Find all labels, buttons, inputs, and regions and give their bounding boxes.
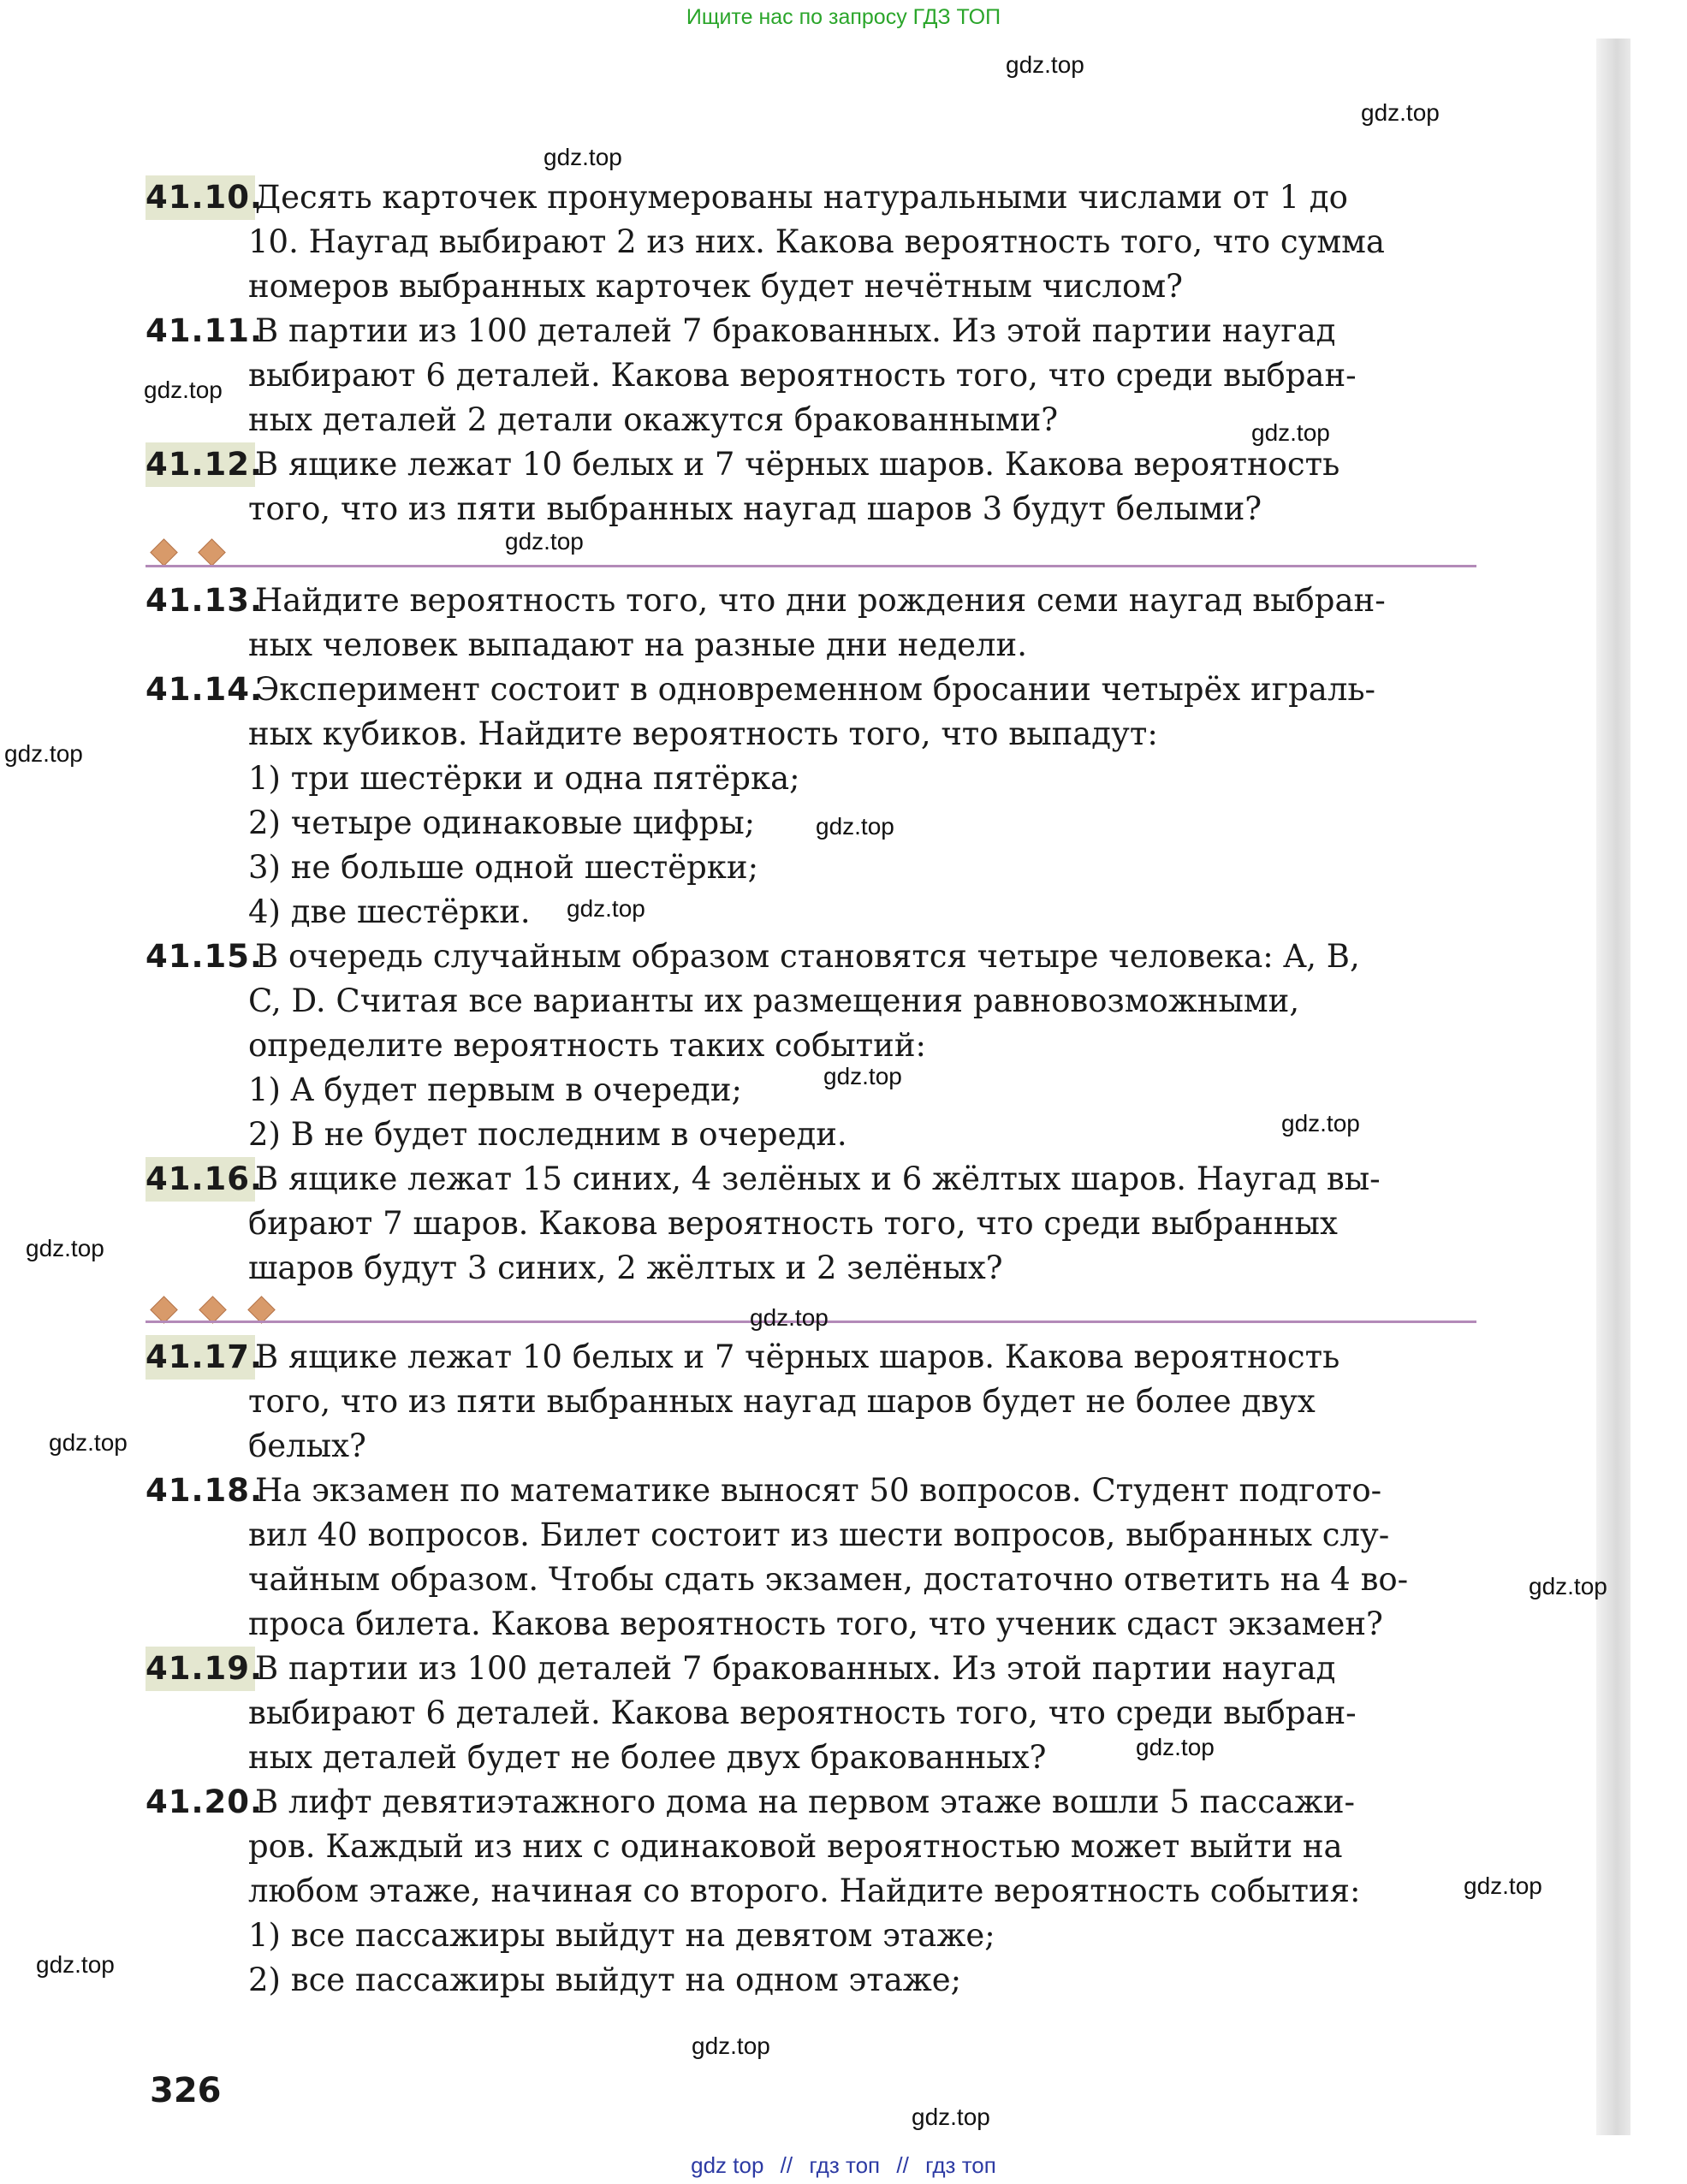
watermark: gdz.top — [505, 528, 584, 555]
footer-link[interactable]: гдз топ — [809, 2152, 881, 2178]
problem-text: определите вероятность таких событий: — [248, 1027, 926, 1064]
problem-text: ных человек выпадают на разные дни недели. — [248, 626, 1027, 663]
footer-separator: // — [896, 2152, 909, 2178]
watermark: gdz.top — [567, 895, 645, 922]
footer-separator: // — [780, 2152, 793, 2178]
problem-text: ных деталей 2 детали окажутся бракованными? — [248, 401, 1059, 438]
problem-text: Десять карточек пронумерованы натуральными числами от 1 до — [255, 179, 1348, 216]
watermark: gdz.top — [816, 813, 894, 840]
problem-text: белых? — [248, 1427, 366, 1464]
problem-text: В лифт девятиэтажного дома на первом этаже вошли 5 пассажи- — [255, 1783, 1356, 1820]
problem-text: выбирают 6 деталей. Какова вероятность того, что среди выбран- — [248, 357, 1357, 394]
watermark: gdz.top — [1529, 1573, 1607, 1599]
problem-text: любом этаже, начиная со второго. Найдите вероятность события: — [248, 1872, 1361, 1909]
top-banner[interactable]: Ищите нас по запросу ГДЗ ТОП — [686, 5, 1001, 29]
problem-text: В ящике лежат 10 белых и 7 чёрных шаров. Какова вероятность — [255, 446, 1340, 483]
footer-link[interactable]: гдз топ — [925, 2152, 996, 2178]
watermark: gdz.top — [1006, 51, 1084, 78]
problem-41-19 — [146, 1647, 1481, 1780]
problem-text: 2) четыре одинаковые цифры; — [248, 804, 756, 841]
problem-41-20 — [146, 1780, 1481, 2003]
watermark: gdz.top — [49, 1429, 128, 1456]
problem-41-15 — [146, 935, 1481, 1157]
watermark: gdz.top — [1361, 99, 1440, 126]
problem-text: В партии из 100 деталей 7 бракованных. Из этой партии наугад — [255, 1650, 1336, 1687]
problem-text: 2) B не будет последним в очереди. — [248, 1116, 847, 1153]
problem-text: вил 40 вопросов. Билет состоит из шести вопросов, выбранных слу- — [248, 1516, 1390, 1553]
watermark: gdz.top — [692, 2033, 770, 2059]
page-shadow — [1596, 39, 1631, 2135]
problem-text: В ящике лежат 15 синих, 4 зелёных и 6 жёлтых шаров. Наугад вы- — [255, 1160, 1381, 1197]
watermark: gdz.top — [144, 377, 223, 403]
watermark: gdz.top — [1464, 1872, 1542, 1899]
problem-text: бирают 7 шаров. Какова вероятность того, что среди выбранных — [248, 1205, 1338, 1242]
problem-text: номеров выбранных карточек будет нечётным числом? — [248, 268, 1183, 305]
watermark: gdz.top — [750, 1304, 829, 1331]
problem-text: На экзамен по математике выносят 50 вопросов. Студент подгото- — [255, 1472, 1382, 1509]
watermark: gdz.top — [26, 1235, 104, 1261]
watermark: gdz.top — [4, 740, 83, 767]
problem-text: 10. Наугад выбирают 2 из них. Какова вероятность того, что сумма — [248, 223, 1385, 260]
problem-text: В очередь случайным образом становятся четыре человека: A, B, — [255, 938, 1360, 975]
problem-text: В партии из 100 деталей 7 бракованных. Из этой партии наугад — [255, 312, 1336, 349]
problem-41-13 — [146, 579, 1481, 668]
problem-text: проса билета. Какова вероятность того, что ученик сдаст экзамен? — [248, 1605, 1383, 1642]
problem-41-10 — [146, 175, 1481, 309]
watermark: gdz.top — [36, 1951, 115, 1978]
problem-number: 41.19. — [146, 1647, 255, 1691]
problem-41-16 — [146, 1157, 1481, 1291]
problem-text: чайным образом. Чтобы сдать экзамен, достаточно ответить на 4 во- — [248, 1561, 1409, 1598]
problem-number: 41.20. — [146, 1783, 264, 1820]
problem-text: C, D. Считая все варианты их размещения равновозможными, — [248, 982, 1300, 1019]
problem-number: 41.11. — [146, 312, 264, 349]
problem-number: 41.16. — [146, 1157, 255, 1202]
problem-number: 41.12. — [146, 442, 255, 487]
section-divider — [146, 565, 1476, 567]
problem-text: 1) три шестёрки и одна пятёрка; — [248, 760, 800, 797]
problem-41-17 — [146, 1335, 1481, 1469]
problem-number: 41.10. — [146, 175, 255, 220]
problem-text: того, что из пяти выбранных наугад шаров 3 будут белыми? — [248, 490, 1262, 527]
problem-text: 3) не больше одной шестёрки; — [248, 849, 759, 886]
footer-link[interactable]: gdz top — [691, 2152, 764, 2178]
problem-text: 4) две шестёрки. — [248, 893, 531, 930]
problem-text: 2) все пассажиры выйдут на одном этаже; — [248, 1961, 962, 1998]
watermark: gdz.top — [823, 1063, 902, 1089]
watermark: gdz.top — [544, 144, 622, 170]
watermark: gdz.top — [912, 2104, 990, 2130]
problem-text: В ящике лежат 10 белых и 7 чёрных шаров. Какова вероятность — [255, 1338, 1340, 1375]
problem-41-14 — [146, 668, 1481, 935]
problem-text: Эксперимент состоит в одновременном бросании четырёх играль- — [255, 671, 1375, 708]
problem-number: 41.17. — [146, 1335, 255, 1380]
problem-41-12 — [146, 442, 1481, 531]
page-number: 326 — [150, 2071, 222, 2110]
problem-text: ных кубиков. Найдите вероятность того, что выпадут: — [248, 715, 1158, 752]
footer-links — [0, 2146, 1687, 2184]
watermark: gdz.top — [1281, 1110, 1360, 1137]
problem-number: 41.15. — [146, 938, 264, 975]
problem-number: 41.14. — [146, 671, 264, 708]
problem-text: выбирают 6 деталей. Какова вероятность того, что среди выбран- — [248, 1694, 1357, 1731]
problem-41-18 — [146, 1469, 1481, 1647]
watermark: gdz.top — [1136, 1734, 1215, 1760]
problem-text: 1) все пассажиры выйдут на девятом этаже; — [248, 1917, 995, 1954]
watermark: gdz.top — [1251, 419, 1330, 446]
problem-text: шаров будут 3 синих, 2 жёлтых и 2 зелёных? — [248, 1249, 1003, 1286]
problem-number: 41.13. — [146, 582, 264, 619]
problem-text: 1) A будет первым в очереди; — [248, 1071, 742, 1108]
problem-text: ных деталей будет не более двух бракованных? — [248, 1739, 1047, 1776]
problem-number: 41.18. — [146, 1472, 264, 1509]
problem-text: того, что из пяти выбранных наугад шаров будет не более двух — [248, 1383, 1316, 1420]
problem-text: ров. Каждый из них с одинаковой вероятностью может выйти на — [248, 1828, 1343, 1865]
problem-text: Найдите вероятность того, что дни рождения семи наугад выбран- — [255, 582, 1386, 619]
